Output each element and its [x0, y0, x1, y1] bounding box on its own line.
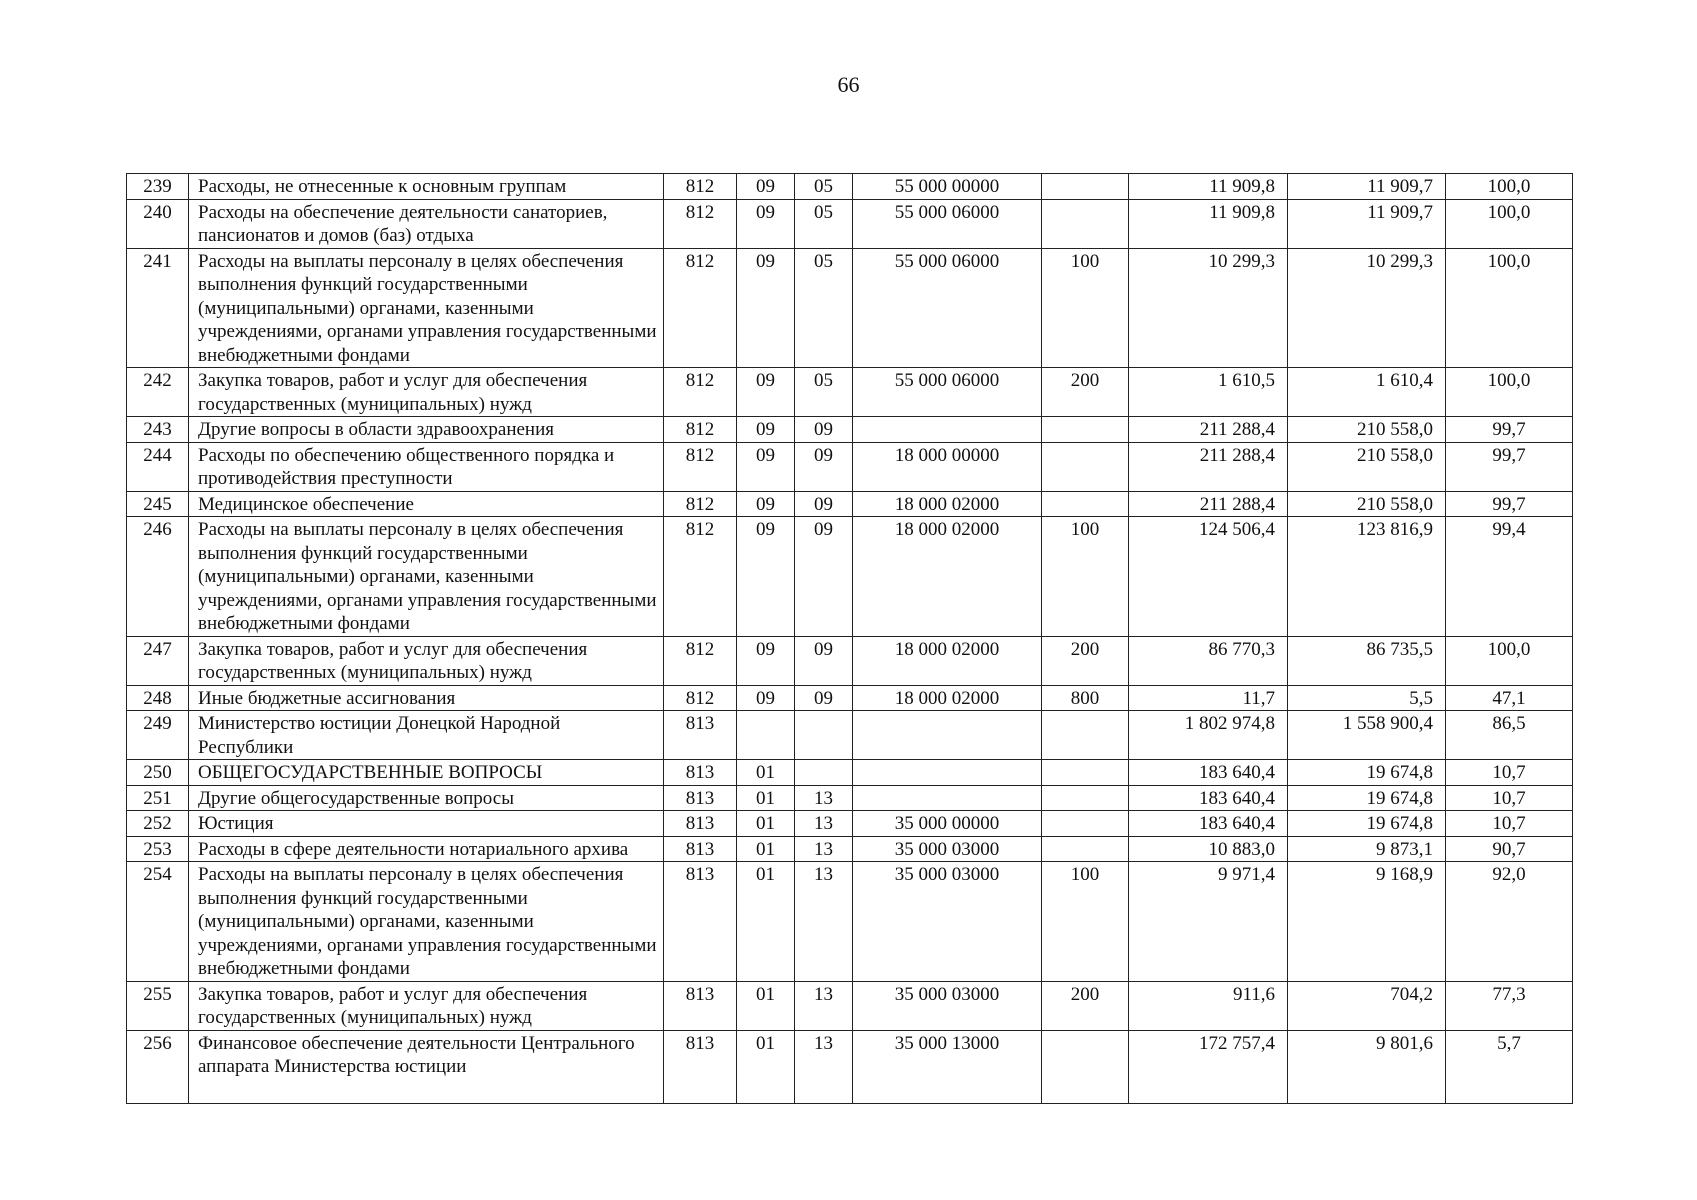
- execution-percent-cell: 99,7: [1446, 417, 1573, 443]
- section-code-cell: 01: [737, 836, 795, 862]
- actual-amount-cell: 704,2: [1288, 981, 1446, 1030]
- row-number-cell: 252: [127, 811, 189, 837]
- section-code-cell: 09: [737, 442, 795, 491]
- actual-amount-cell: 11 909,7: [1288, 174, 1446, 200]
- department-code-cell: 813: [664, 1030, 737, 1103]
- planned-amount-cell: 183 640,4: [1129, 785, 1288, 811]
- planned-amount-cell: 10 883,0: [1129, 836, 1288, 862]
- target-article-cell: [853, 417, 1042, 443]
- department-code-cell: 812: [664, 491, 737, 517]
- subsection-code-cell: 05: [795, 368, 853, 417]
- target-article-cell: 55 000 06000: [853, 199, 1042, 248]
- planned-amount-cell: 183 640,4: [1129, 811, 1288, 837]
- actual-amount-cell: 19 674,8: [1288, 785, 1446, 811]
- expense-type-cell: [1042, 442, 1129, 491]
- target-article-cell: 35 000 03000: [853, 836, 1042, 862]
- actual-amount-cell: 210 558,0: [1288, 417, 1446, 443]
- section-code-cell: 09: [737, 685, 795, 711]
- subsection-code-cell: 13: [795, 836, 853, 862]
- table-row: [127, 517, 1573, 637]
- department-code-cell: 813: [664, 811, 737, 837]
- section-code-cell: 01: [737, 862, 795, 982]
- planned-amount-cell: 211 288,4: [1129, 442, 1288, 491]
- expense-type-cell: [1042, 760, 1129, 786]
- expense-name-cell: Расходы на выплаты персоналу в целях обеспечения выполнения функций государственными (муниципальными) органами, казенными учреждениями, органами управления государственными внебюджетными фондами: [189, 517, 664, 637]
- target-article-cell: 55 000 00000: [853, 174, 1042, 200]
- expense-type-cell: [1042, 711, 1129, 760]
- department-code-cell: 812: [664, 174, 737, 200]
- subsection-code-cell: 13: [795, 1030, 853, 1103]
- target-article-cell: 18 000 02000: [853, 517, 1042, 637]
- section-code-cell: 01: [737, 785, 795, 811]
- page-number: 66: [837, 72, 860, 97]
- expense-type-cell: [1042, 174, 1129, 200]
- department-code-cell: 812: [664, 199, 737, 248]
- department-code-cell: 812: [664, 368, 737, 417]
- row-number-cell: 239: [127, 174, 189, 200]
- row-number-cell: 244: [127, 442, 189, 491]
- section-code-cell: 01: [737, 760, 795, 786]
- planned-amount-cell: 211 288,4: [1129, 491, 1288, 517]
- subsection-code-cell: 09: [795, 517, 853, 637]
- execution-percent-cell: 92,0: [1446, 862, 1573, 982]
- table-row: [127, 636, 1573, 685]
- target-article-cell: 18 000 02000: [853, 636, 1042, 685]
- section-code-cell: 01: [737, 811, 795, 837]
- actual-amount-cell: 123 816,9: [1288, 517, 1446, 637]
- department-code-cell: 813: [664, 836, 737, 862]
- subsection-code-cell: 09: [795, 442, 853, 491]
- subsection-code-cell: 05: [795, 174, 853, 200]
- expense-type-cell: 200: [1042, 636, 1129, 685]
- table-row: [127, 711, 1573, 760]
- row-number-cell: 255: [127, 981, 189, 1030]
- section-code-cell: 09: [737, 636, 795, 685]
- row-number-cell: 256: [127, 1030, 189, 1103]
- planned-amount-cell: 9 971,4: [1129, 862, 1288, 982]
- execution-percent-cell: 99,7: [1446, 442, 1573, 491]
- actual-amount-cell: 9 168,9: [1288, 862, 1446, 982]
- table-row: [127, 785, 1573, 811]
- target-article-cell: [853, 760, 1042, 786]
- actual-amount-cell: 19 674,8: [1288, 811, 1446, 837]
- expense-name-cell: Другие вопросы в области здравоохранения: [189, 417, 664, 443]
- expense-name-cell: Закупка товаров, работ и услуг для обеспечения государственных (муниципальных) нужд: [189, 981, 664, 1030]
- expense-type-cell: [1042, 785, 1129, 811]
- expense-type-cell: [1042, 417, 1129, 443]
- subsection-code-cell: [795, 711, 853, 760]
- expense-type-cell: 800: [1042, 685, 1129, 711]
- table-row: [127, 199, 1573, 248]
- table-row: [127, 981, 1573, 1030]
- subsection-code-cell: 13: [795, 981, 853, 1030]
- expense-type-cell: [1042, 836, 1129, 862]
- expense-type-cell: 100: [1042, 248, 1129, 368]
- expense-type-cell: 200: [1042, 368, 1129, 417]
- row-number-cell: 253: [127, 836, 189, 862]
- actual-amount-cell: 9 801,6: [1288, 1030, 1446, 1103]
- expense-name-cell: Финансовое обеспечение деятельности Центрального аппарата Министерства юстиции: [189, 1030, 664, 1103]
- table-row: [127, 1030, 1573, 1103]
- planned-amount-cell: 11 909,8: [1129, 199, 1288, 248]
- section-code-cell: 01: [737, 981, 795, 1030]
- subsection-code-cell: 09: [795, 685, 853, 711]
- target-article-cell: 35 000 00000: [853, 811, 1042, 837]
- department-code-cell: 812: [664, 442, 737, 491]
- subsection-code-cell: 13: [795, 862, 853, 982]
- planned-amount-cell: 1 610,5: [1129, 368, 1288, 417]
- expense-type-cell: [1042, 491, 1129, 517]
- expense-type-cell: [1042, 1030, 1129, 1103]
- budget-table: [126, 173, 1573, 1104]
- section-code-cell: 09: [737, 517, 795, 637]
- table-row: [127, 760, 1573, 786]
- subsection-code-cell: 13: [795, 811, 853, 837]
- table-body: [127, 174, 1573, 1104]
- department-code-cell: 813: [664, 711, 737, 760]
- execution-percent-cell: 47,1: [1446, 685, 1573, 711]
- expense-name-cell: ОБЩЕГОСУДАРСТВЕННЫЕ ВОПРОСЫ: [189, 760, 664, 786]
- planned-amount-cell: 10 299,3: [1129, 248, 1288, 368]
- row-number-cell: 248: [127, 685, 189, 711]
- expense-type-cell: 100: [1042, 862, 1129, 982]
- expense-name-cell: Другие общегосударственные вопросы: [189, 785, 664, 811]
- target-article-cell: 55 000 06000: [853, 248, 1042, 368]
- subsection-code-cell: 09: [795, 636, 853, 685]
- department-code-cell: 812: [664, 417, 737, 443]
- planned-amount-cell: 172 757,4: [1129, 1030, 1288, 1103]
- target-article-cell: 18 000 02000: [853, 491, 1042, 517]
- section-code-cell: 09: [737, 368, 795, 417]
- execution-percent-cell: 100,0: [1446, 199, 1573, 248]
- expense-name-cell: Юстиция: [189, 811, 664, 837]
- planned-amount-cell: 124 506,4: [1129, 517, 1288, 637]
- table-row: [127, 368, 1573, 417]
- subsection-code-cell: 05: [795, 248, 853, 368]
- row-number-cell: 243: [127, 417, 189, 443]
- expense-name-cell: Расходы на выплаты персоналу в целях обеспечения выполнения функций государственными (муниципальными) органами, казенными учреждениями, органами управления государственными внебюджетными фондами: [189, 862, 664, 982]
- table-row: [127, 491, 1573, 517]
- department-code-cell: 812: [664, 517, 737, 637]
- execution-percent-cell: 90,7: [1446, 836, 1573, 862]
- planned-amount-cell: 183 640,4: [1129, 760, 1288, 786]
- department-code-cell: 812: [664, 636, 737, 685]
- actual-amount-cell: 1 558 900,4: [1288, 711, 1446, 760]
- table-row: [127, 248, 1573, 368]
- section-code-cell: 09: [737, 199, 795, 248]
- table-row: [127, 417, 1573, 443]
- execution-percent-cell: 100,0: [1446, 636, 1573, 685]
- subsection-code-cell: [795, 760, 853, 786]
- target-article-cell: [853, 711, 1042, 760]
- expense-type-cell: 100: [1042, 517, 1129, 637]
- department-code-cell: 813: [664, 862, 737, 982]
- actual-amount-cell: 5,5: [1288, 685, 1446, 711]
- department-code-cell: 812: [664, 248, 737, 368]
- expense-name-cell: Закупка товаров, работ и услуг для обеспечения государственных (муниципальных) нужд: [189, 368, 664, 417]
- target-article-cell: 18 000 02000: [853, 685, 1042, 711]
- row-number-cell: 247: [127, 636, 189, 685]
- row-number-cell: 250: [127, 760, 189, 786]
- planned-amount-cell: 86 770,3: [1129, 636, 1288, 685]
- section-code-cell: 01: [737, 1030, 795, 1103]
- expense-name-cell: Иные бюджетные ассигнования: [189, 685, 664, 711]
- actual-amount-cell: 1 610,4: [1288, 368, 1446, 417]
- subsection-code-cell: 09: [795, 491, 853, 517]
- execution-percent-cell: 77,3: [1446, 981, 1573, 1030]
- planned-amount-cell: 211 288,4: [1129, 417, 1288, 443]
- planned-amount-cell: 1 802 974,8: [1129, 711, 1288, 760]
- expense-type-cell: [1042, 811, 1129, 837]
- expense-name-cell: Расходы на обеспечение деятельности санаториев, пансионатов и домов (баз) отдыха: [189, 199, 664, 248]
- actual-amount-cell: 210 558,0: [1288, 442, 1446, 491]
- table-row: [127, 174, 1573, 200]
- department-code-cell: 813: [664, 785, 737, 811]
- section-code-cell: 09: [737, 174, 795, 200]
- section-code-cell: 09: [737, 491, 795, 517]
- row-number-cell: 245: [127, 491, 189, 517]
- row-number-cell: 242: [127, 368, 189, 417]
- execution-percent-cell: 10,7: [1446, 811, 1573, 837]
- table-row: [127, 862, 1573, 982]
- target-article-cell: [853, 785, 1042, 811]
- row-number-cell: 249: [127, 711, 189, 760]
- execution-percent-cell: 10,7: [1446, 760, 1573, 786]
- execution-percent-cell: 10,7: [1446, 785, 1573, 811]
- execution-percent-cell: 100,0: [1446, 174, 1573, 200]
- row-number-cell: 240: [127, 199, 189, 248]
- table-row: [127, 685, 1573, 711]
- actual-amount-cell: 11 909,7: [1288, 199, 1446, 248]
- actual-amount-cell: 9 873,1: [1288, 836, 1446, 862]
- expense-name-cell: Расходы в сфере деятельности нотариального архива: [189, 836, 664, 862]
- actual-amount-cell: 86 735,5: [1288, 636, 1446, 685]
- expense-name-cell: Расходы, не отнесенные к основным группам: [189, 174, 664, 200]
- row-number-cell: 246: [127, 517, 189, 637]
- department-code-cell: 813: [664, 760, 737, 786]
- table-row: [127, 442, 1573, 491]
- department-code-cell: 813: [664, 981, 737, 1030]
- table-row: [127, 836, 1573, 862]
- actual-amount-cell: 19 674,8: [1288, 760, 1446, 786]
- execution-percent-cell: 5,7: [1446, 1030, 1573, 1103]
- execution-percent-cell: 99,7: [1446, 491, 1573, 517]
- actual-amount-cell: 10 299,3: [1288, 248, 1446, 368]
- section-code-cell: [737, 711, 795, 760]
- expense-name-cell: Расходы на выплаты персоналу в целях обеспечения выполнения функций государственными (муниципальными) органами, казенными учреждениями, органами управления государственными внебюджетными фондами: [189, 248, 664, 368]
- table-row: [127, 811, 1573, 837]
- planned-amount-cell: 911,6: [1129, 981, 1288, 1030]
- target-article-cell: 35 000 13000: [853, 1030, 1042, 1103]
- section-code-cell: 09: [737, 248, 795, 368]
- row-number-cell: 241: [127, 248, 189, 368]
- expense-name-cell: Расходы по обеспечению общественного порядка и противодействия преступности: [189, 442, 664, 491]
- row-number-cell: 251: [127, 785, 189, 811]
- subsection-code-cell: 05: [795, 199, 853, 248]
- row-number-cell: 254: [127, 862, 189, 982]
- target-article-cell: 18 000 00000: [853, 442, 1042, 491]
- execution-percent-cell: 100,0: [1446, 368, 1573, 417]
- subsection-code-cell: 13: [795, 785, 853, 811]
- execution-percent-cell: 86,5: [1446, 711, 1573, 760]
- target-article-cell: 35 000 03000: [853, 862, 1042, 982]
- target-article-cell: 35 000 03000: [853, 981, 1042, 1030]
- planned-amount-cell: 11,7: [1129, 685, 1288, 711]
- planned-amount-cell: 11 909,8: [1129, 174, 1288, 200]
- expense-name-cell: Министерство юстиции Донецкой Народной Республики: [189, 711, 664, 760]
- section-code-cell: 09: [737, 417, 795, 443]
- execution-percent-cell: 99,4: [1446, 517, 1573, 637]
- expense-name-cell: Закупка товаров, работ и услуг для обеспечения государственных (муниципальных) нужд: [189, 636, 664, 685]
- subsection-code-cell: 09: [795, 417, 853, 443]
- execution-percent-cell: 100,0: [1446, 248, 1573, 368]
- department-code-cell: 812: [664, 685, 737, 711]
- target-article-cell: 55 000 06000: [853, 368, 1042, 417]
- expense-type-cell: [1042, 199, 1129, 248]
- actual-amount-cell: 210 558,0: [1288, 491, 1446, 517]
- expense-type-cell: 200: [1042, 981, 1129, 1030]
- expense-name-cell: Медицинское обеспечение: [189, 491, 664, 517]
